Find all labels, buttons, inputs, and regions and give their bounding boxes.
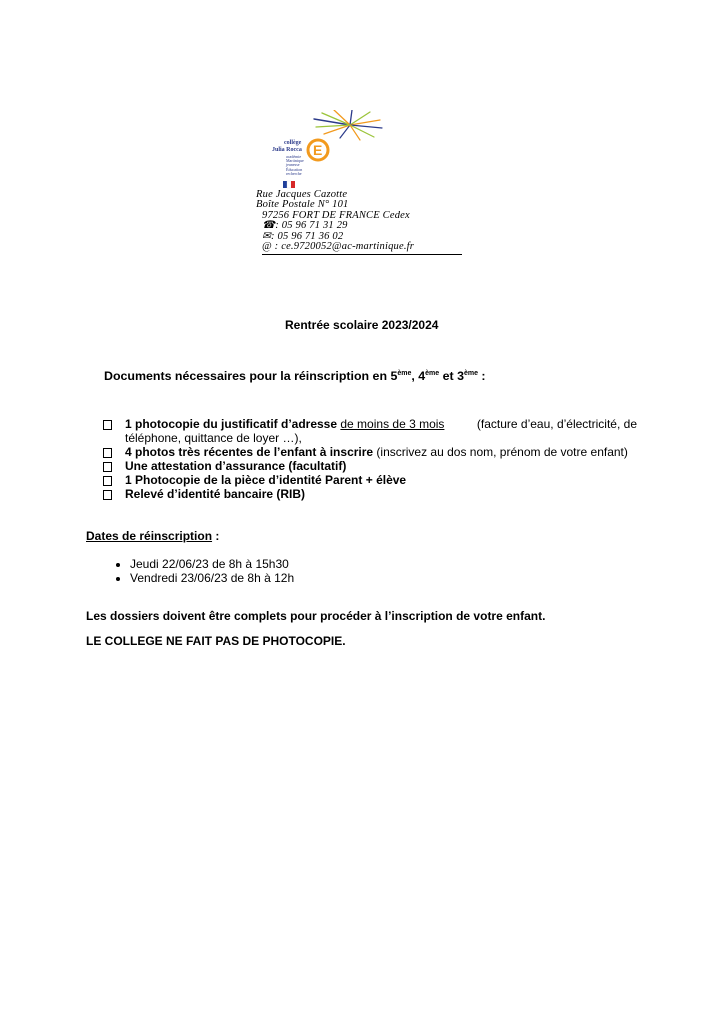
page-title: Rentrée scolaire 2023/2024 bbox=[285, 318, 439, 332]
dates-heading: Dates de réinscription : bbox=[86, 529, 220, 543]
note-no-photocopy: LE COLLEGE NE FAIT PAS DE PHOTOCOPIE. bbox=[86, 634, 346, 648]
email-line: @ : ce.9720052@ac-martinique.fr bbox=[262, 241, 415, 253]
svg-text:E: E bbox=[313, 142, 323, 158]
list-item: 1 photocopie du justificatif d’adresse de moins de 3 mois (facture d’eau, d’électricité, de bbox=[125, 417, 637, 431]
bullet-icon bbox=[116, 563, 120, 567]
list-item: 4 photos très récentes de l’enfant à inscrire (inscrivez au dos nom, prénom de votre enfant) bbox=[125, 445, 628, 459]
bullet-icon bbox=[116, 577, 120, 581]
list-item: 1 Photocopie de la pièce d’identité Parent + élève bbox=[125, 473, 407, 487]
date-item: Jeudi 22/06/23 de 8h à 15h30 bbox=[130, 557, 289, 571]
address-po-box: Boîte Postale N° 101 bbox=[256, 199, 349, 211]
date-item: Vendredi 23/06/23 de 8h à 12h bbox=[130, 571, 295, 585]
address-city: 97256 FORT DE FRANCE Cedex bbox=[262, 209, 410, 221]
academy-text: académie Martinique jeunesse Éducation recherche bbox=[286, 154, 304, 176]
list-item-continuation: téléphone, quittance de loyer …), bbox=[125, 431, 302, 445]
college-name-line2: Julia Rocca bbox=[272, 147, 302, 153]
list-item: Une attestation d’assurance (facultatif) bbox=[125, 459, 347, 473]
checkbox-icon bbox=[103, 476, 112, 486]
letterhead bbox=[256, 110, 462, 258]
starburst-icon bbox=[314, 110, 382, 140]
fax-line: ✉: 05 96 71 36 02 bbox=[262, 230, 344, 242]
phone-line: ☎: 05 96 71 31 29 bbox=[262, 220, 348, 232]
intro-heading: Documents nécessaires pour la réinscription en 5ème, 4ème et 3ème : bbox=[104, 369, 486, 383]
checkbox-icon bbox=[103, 420, 112, 430]
checkbox-icon bbox=[103, 448, 112, 458]
letterhead-divider bbox=[262, 254, 462, 255]
address-street: Rue Jacques Cazotte bbox=[256, 189, 348, 200]
address-block bbox=[256, 190, 466, 252]
flag-icon bbox=[283, 181, 287, 188]
checkbox-icon bbox=[103, 490, 112, 500]
checkbox-icon bbox=[103, 462, 112, 472]
college-name-line1: collège bbox=[284, 140, 302, 146]
list-item: Relevé d’identité bancaire (RIB) bbox=[125, 487, 306, 501]
note-complete-files: Les dossiers doivent être complets pour procéder à l’inscription de votre enfant. bbox=[86, 609, 546, 623]
